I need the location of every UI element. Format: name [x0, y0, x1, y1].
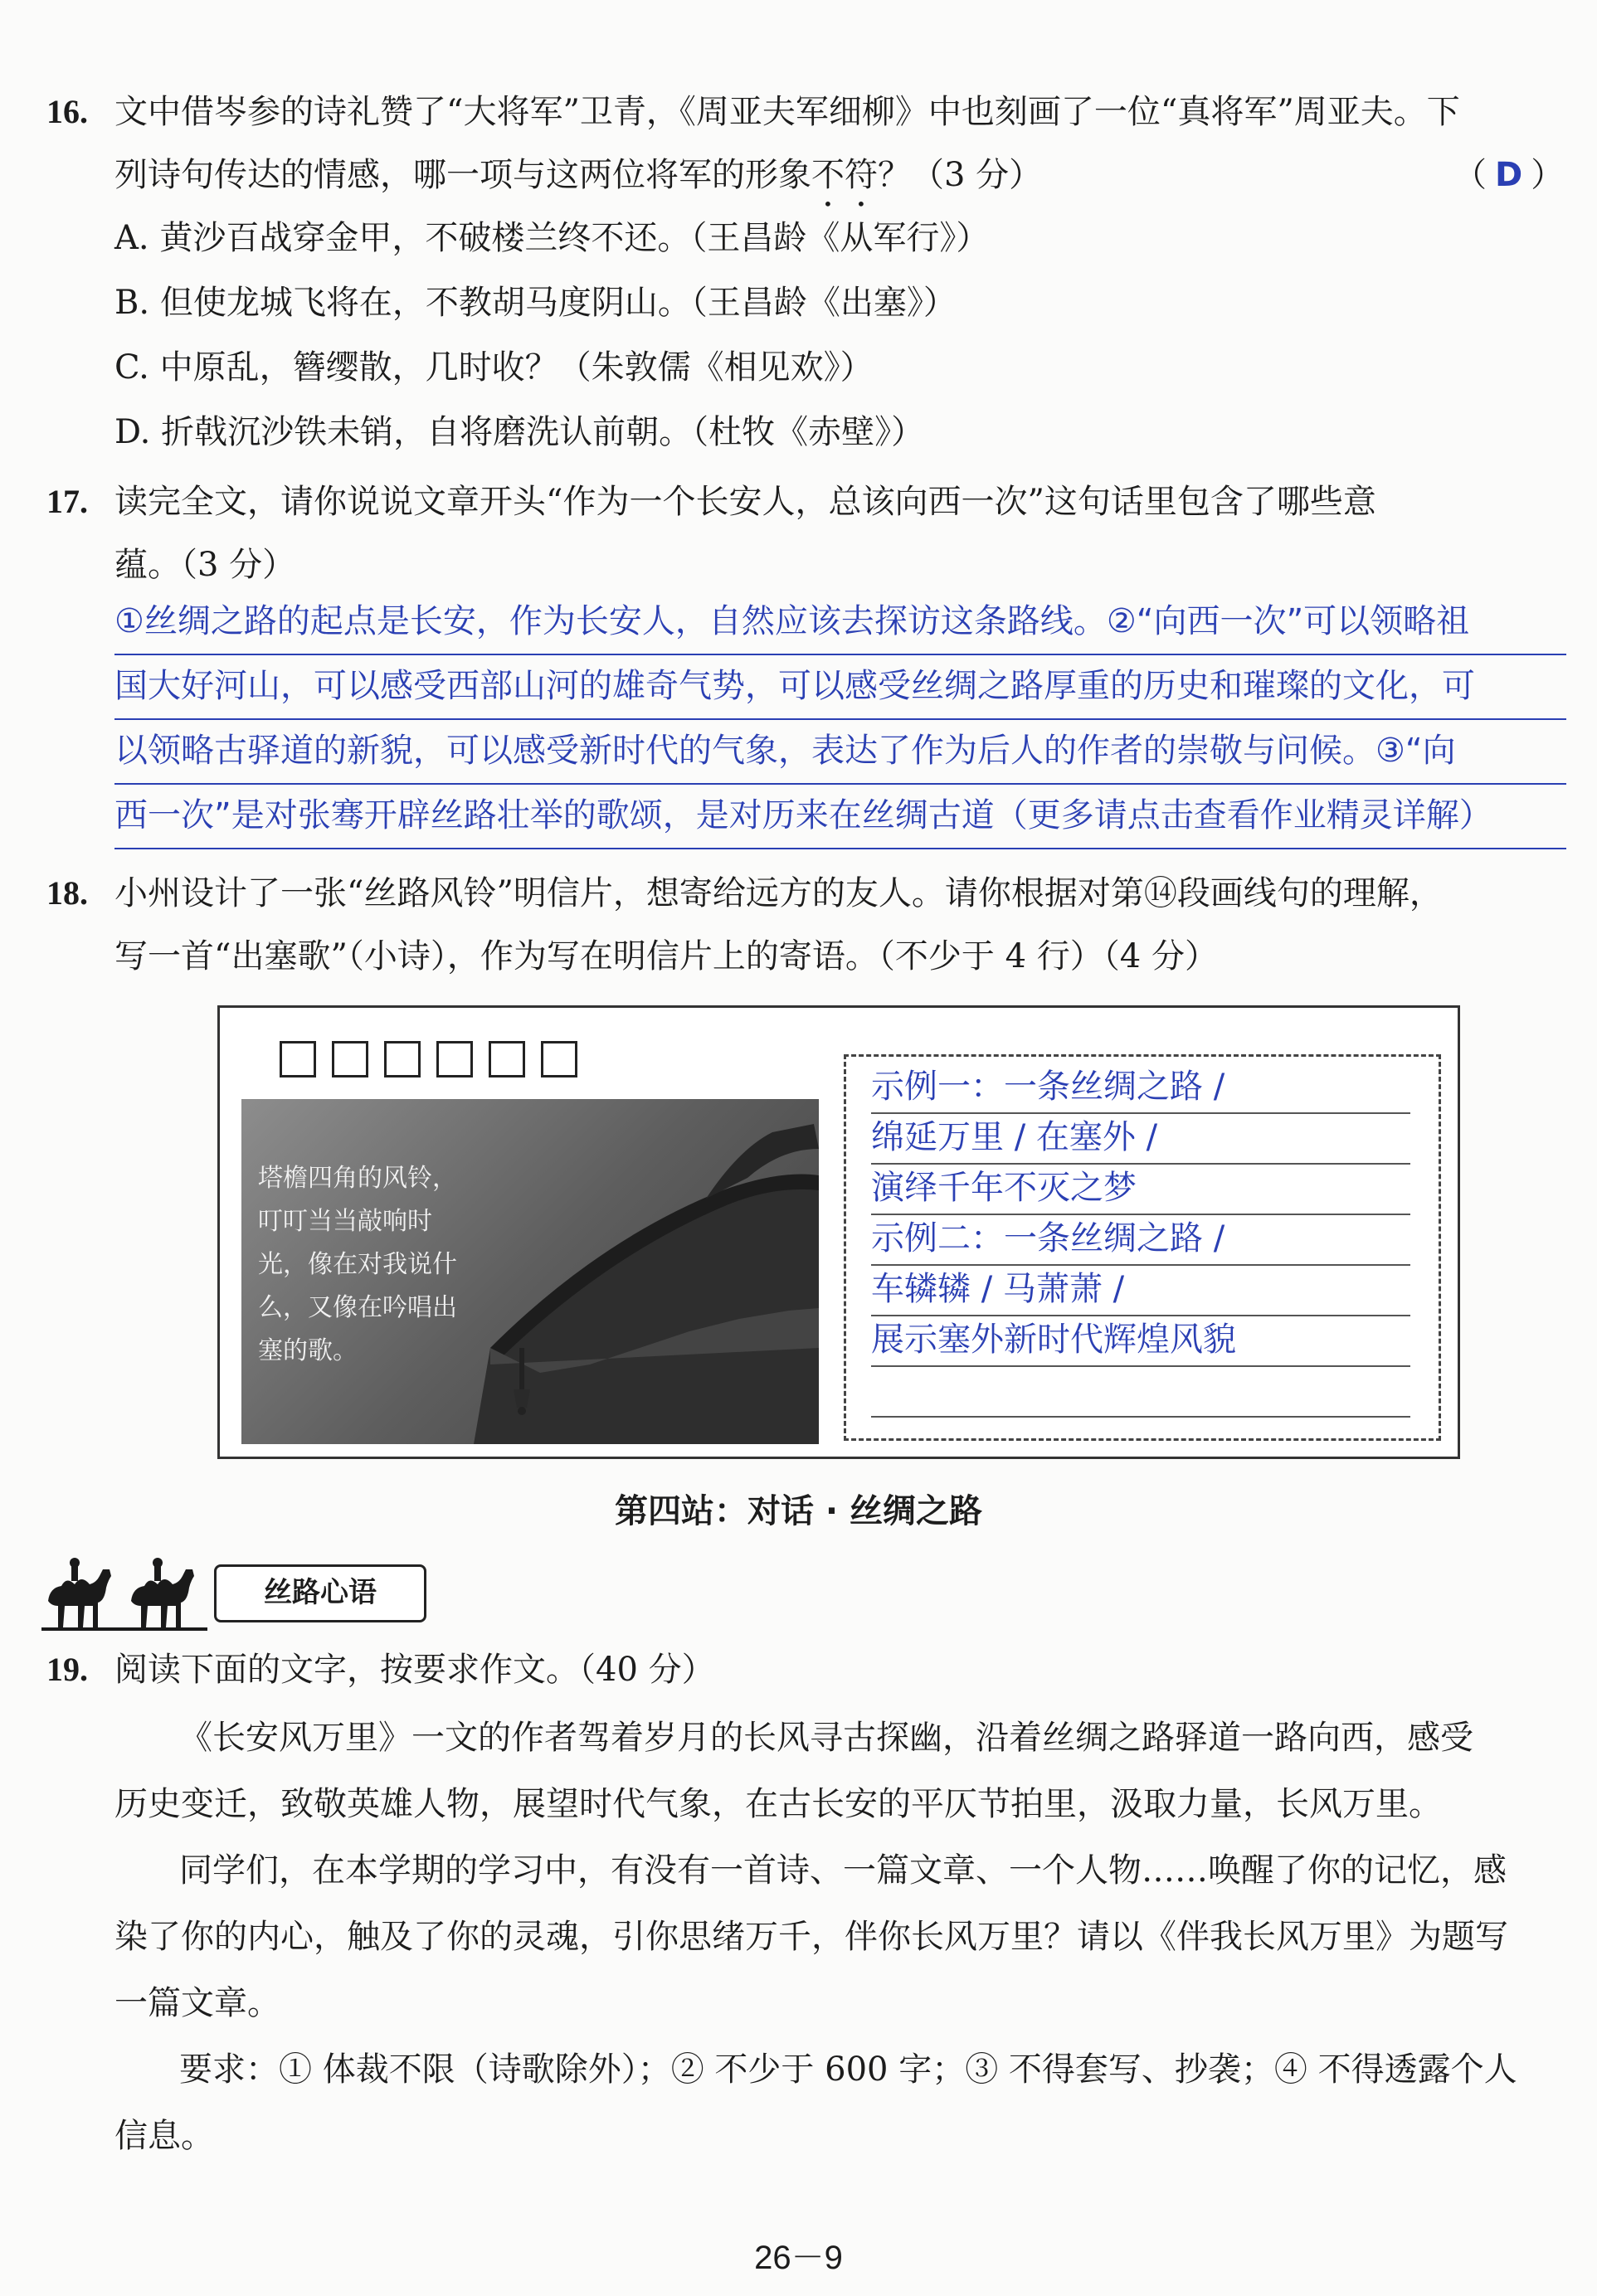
q16-emphasis: 不符 [811, 156, 878, 194]
q17-answer-line: 西一次”是对张骞开辟丝路壮举的歌颂，是对历来在丝绸古道（更多请点击查看作业精灵详解） [114, 783, 1566, 849]
q16-number: 16. [46, 93, 88, 130]
q17-answer-line: ①丝绸之路的起点是长安，作为长安人，自然应该去探访这条路线。②“向西一次”可以领略祖 [114, 589, 1566, 655]
q16-line2 [114, 154, 1042, 214]
stamp-box-icon [489, 1041, 525, 1077]
photo-caption: 塔檐四角的风铃，叮叮当当敲响时光，像在对我说什么，又像在吟唱出塞的歌。 [258, 1164, 457, 1365]
banner-label: 丝路心语 [214, 1564, 426, 1622]
stamp-box-icon [280, 1041, 316, 1077]
poem-line: 绵延万里 / 在塞外 / [871, 1114, 1410, 1165]
q19-para2-line: 一篇文章。 [114, 1984, 280, 2022]
q19-para1-line: 《长安风万里》一文的作者驾着岁月的长风寻古探幽，沿着丝绸之路驿道一路向西，感受 [179, 1719, 1473, 1757]
q17-line2: 蕴。（3 分） [114, 546, 296, 584]
stamp-box-icon [436, 1041, 473, 1077]
section-banner [41, 1551, 398, 1634]
q16-answer-slot [1453, 154, 1564, 196]
q19-para3-line: 信息。 [114, 2117, 214, 2155]
q16-option-b: B. 但使龙城飞将在，不教胡马度阴山。（王昌龄《出塞》） [114, 284, 957, 322]
postcard-message-area [844, 1054, 1441, 1441]
poem-line: 示例一：一条丝绸之路 / [871, 1063, 1410, 1114]
q17-number: 17. [46, 483, 88, 520]
poem-line: 示例二：一条丝绸之路 / [871, 1215, 1410, 1266]
q18-line2: 写一首“出塞歌”（小诗），作为写在明信片上的寄语。（不少于 4 行）（4 分） [114, 937, 1218, 975]
q16-line1: 文中借岑参的诗礼赞了“大将军”卫青，《周亚夫军细柳》中也刻画了一位“真将军”周亚夫。下 [114, 93, 1460, 131]
q19-number: 19. [46, 1651, 88, 1688]
q16-option-a: A. 黄沙百战穿金甲，不破楼兰终不还。（王昌龄《从军行》） [114, 219, 990, 257]
poem-line: 车辚辚 / 马萧萧 / [871, 1266, 1410, 1316]
q19-para2-line: 染了你的内心，触及了你的灵魂，引你思绪万千，伴你长风万里？请以《伴我长风万里》为题写 [114, 1918, 1508, 1956]
q16-line2-pre: 列诗句传达的情感，哪一项与这两位将军的形象 [114, 156, 811, 194]
page-number: 26－9 [754, 2240, 843, 2276]
poem-line-blank [871, 1367, 1410, 1418]
q19-line1: 阅读下面的文字，按要求作文。（40 分） [114, 1651, 715, 1689]
answer-paren-open: （ [1453, 156, 1487, 194]
q18-number: 18. [46, 874, 88, 912]
q16-option-d: D. 折戟沉沙铁未销，自将磨洗认前朝。（杜牧《赤壁》） [114, 413, 925, 451]
q17-answer-line: 国大好河山，可以感受西部山河的雄奇气势，可以感受丝绸之路厚重的历史和璀璨的文化，可 [114, 654, 1566, 720]
q17-answer-line: 以领略古驿道的新貌，可以感受新时代的气象，表达了作为后人的作者的崇敬与问候。③“向 [114, 718, 1566, 785]
stamp-box-icon [332, 1041, 368, 1077]
stamp-box-icon [541, 1041, 577, 1077]
q19-para3-line: 要求：① 体裁不限（诗歌除外）；② 不少于 600 字；③ 不得套写、抄袭；④ 不得透露个人 [179, 2050, 1517, 2089]
camel-rider-icon [41, 1551, 216, 1634]
q18-line1: 小州设计了一张“丝路风铃”明信片，想寄给远方的友人。请你根据对第⑭段画线句的理解， [114, 874, 1443, 912]
pagoda-eave-photo [241, 1099, 819, 1444]
stamp-box-icon [384, 1041, 421, 1077]
q19-para1-line: 历史变迁，致敬英雄人物，展望时代气象，在古长安的平仄节拍里，汲取力量，长风万里。 [114, 1785, 1442, 1823]
answer-paren-close: ） [1531, 156, 1565, 194]
q16-option-c: C. 中原乱，簪缨散，几时收？（朱敦儒《相见欢》） [114, 348, 874, 387]
postcard [217, 1005, 1460, 1459]
poem-line: 演绎千年不灭之梦 [871, 1165, 1410, 1215]
q16-answer: D [1495, 156, 1523, 194]
q19-para2-line: 同学们，在本学期的学习中，有没有一首诗、一篇文章、一个人物……唤醒了你的记忆，感 [179, 1851, 1507, 1890]
q17-line1: 读完全文，请你说说文章开头“作为一个长安人，总该向西一次”这句话里包含了哪些意 [114, 483, 1376, 521]
section-title: 第四站：对话 · 丝绸之路 [614, 1492, 983, 1530]
q16-line2-post: ？（3 分） [878, 156, 1043, 194]
poem-line: 展示塞外新时代辉煌风貌 [871, 1316, 1410, 1367]
